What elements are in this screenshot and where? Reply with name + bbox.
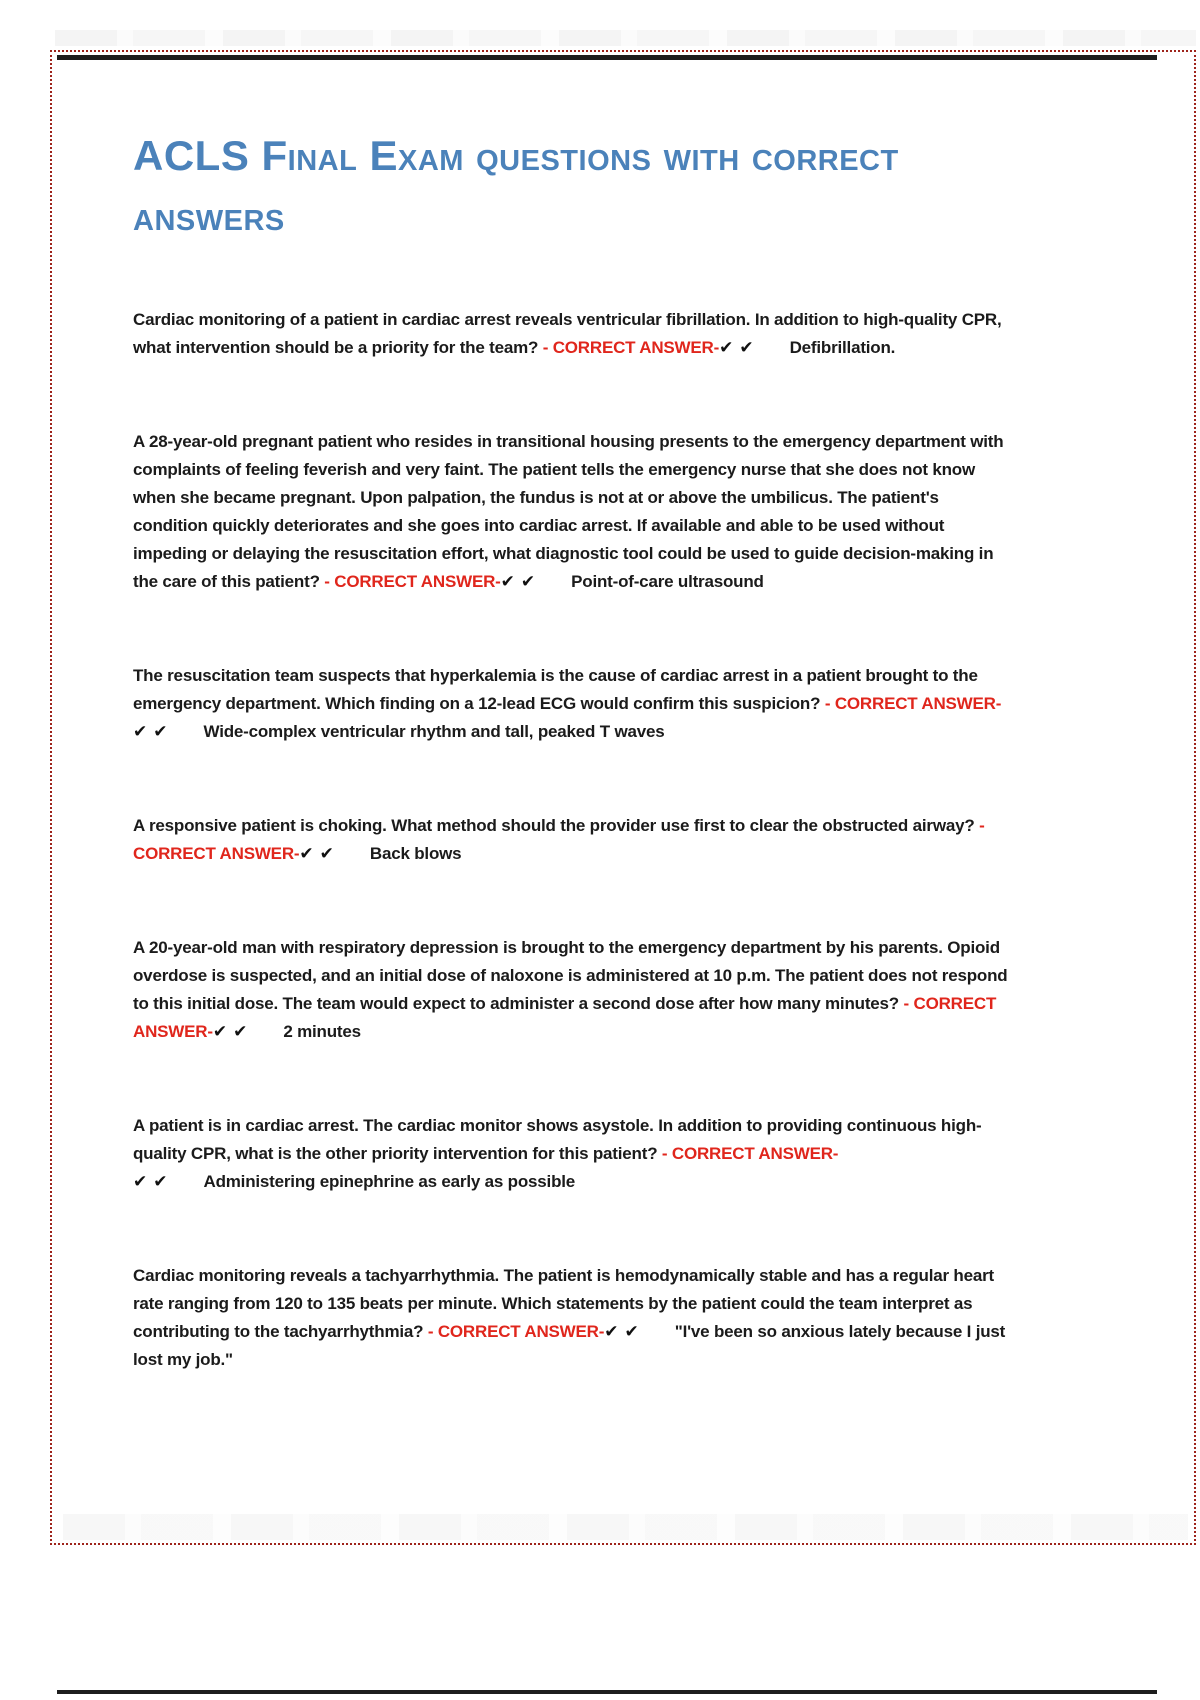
question-text: A 20-year-old man with respiratory depression is brought to the emergency department by his parents. Opioid overdose is suspected, and an initial dose of naloxone is administered at 10 p.m. The patient does not respond to this initial dose. The team would expect to administer a second dose after how many minutes? [133,938,1008,1013]
question-text: A responsive patient is choking. What method should the provider use first to clear the obstructed airway? [133,816,975,835]
correct-answer-label: - CORRECT ANSWER- [538,338,720,357]
correct-answer-label: - CORRECT ANSWER- [820,694,1002,713]
question-text: A patient is in cardiac arrest. The cardiac monitor shows asystole. In addition to providing continuous high-quality CPR, what is the other priority intervention for this patient? [133,1116,982,1163]
qa-block-1 [133,306,1013,362]
qa-block-4 [133,812,1013,868]
qa-block-2 [133,428,1013,596]
check-marks: ✔✔ [299,844,340,863]
check-marks: ✔✔ [212,1022,254,1041]
check-marks: ✔✔ [133,722,174,741]
qa-block-3 [133,662,1013,746]
watermark-band-bottom [63,1514,1188,1540]
answer-text: Point-of-care ultrasound [571,572,764,591]
watermark-band-top [55,30,1196,46]
check-marks: ✔✔ [719,338,760,357]
question-text: Cardiac monitoring reveals a tachyarrhythmia. The patient is hemodynamically stable and has a regular heart rate ranging from 120 to 135 beats per minute. Which statements by the patient could the team interpret as contributing to the tachyarrhythmia? [133,1266,995,1341]
correct-answer-label: - CORRECT ANSWER- [657,1144,839,1163]
check-marks: ✔✔ [500,572,542,591]
bottom-divider-rule [57,1690,1157,1694]
correct-answer-label: - CORRECT ANSWER- [133,994,1001,1041]
question-text: A 28-year-old pregnant patient who resides in transitional housing presents to the emergency department with complaints of feeling feverish and very faint. The patient tells the emergency nurse that she does not know when she became pregnant. Upon palpation, the fundus is not at or above the umbilicus. The patient's condition quickly deteriorates and she goes into cardiac arrest. If available and able to be used without impeding or delaying the resuscitation effort, what diagnostic tool could be used to guide decision-making in the care of this patient? [133,432,1004,591]
correct-answer-label: - CORRECT ANSWER- [319,572,501,591]
correct-answer-label: - CORRECT ANSWER- [133,816,990,863]
answer-text: 2 minutes [283,1022,361,1041]
answer-text: Back blows [369,844,462,863]
correct-answer-label: - CORRECT ANSWER- [423,1322,605,1341]
page-title: ACLS Final Exam questions with correct answers [133,132,899,239]
answer-text: Defibrillation. [789,338,896,357]
answer-text: "I've been so anxious lately because I just lost my job." [133,1322,1006,1369]
qa-block-5 [133,934,1013,1046]
qa-block-6 [133,1112,1013,1196]
answer-text: Administering epinephrine as early as possible [203,1172,576,1191]
qa-block-7 [133,1262,1013,1374]
answer-text: Wide-complex ventricular rhythm and tall, peaked T waves [203,722,665,741]
check-marks: ✔✔ [133,1172,174,1191]
check-marks: ✔✔ [604,1322,645,1341]
document-content [133,126,1013,1440]
question-text: The resuscitation team suspects that hyperkalemia is the cause of cardiac arrest in a patient brought to the emergency department. Which finding on a 12-lead ECG would confirm this suspicion? [133,666,978,713]
question-text: Cardiac monitoring of a patient in cardiac arrest reveals ventricular fibrillation. In addition to high-quality CPR, what intervention should be a priority for the team? [133,310,1002,357]
